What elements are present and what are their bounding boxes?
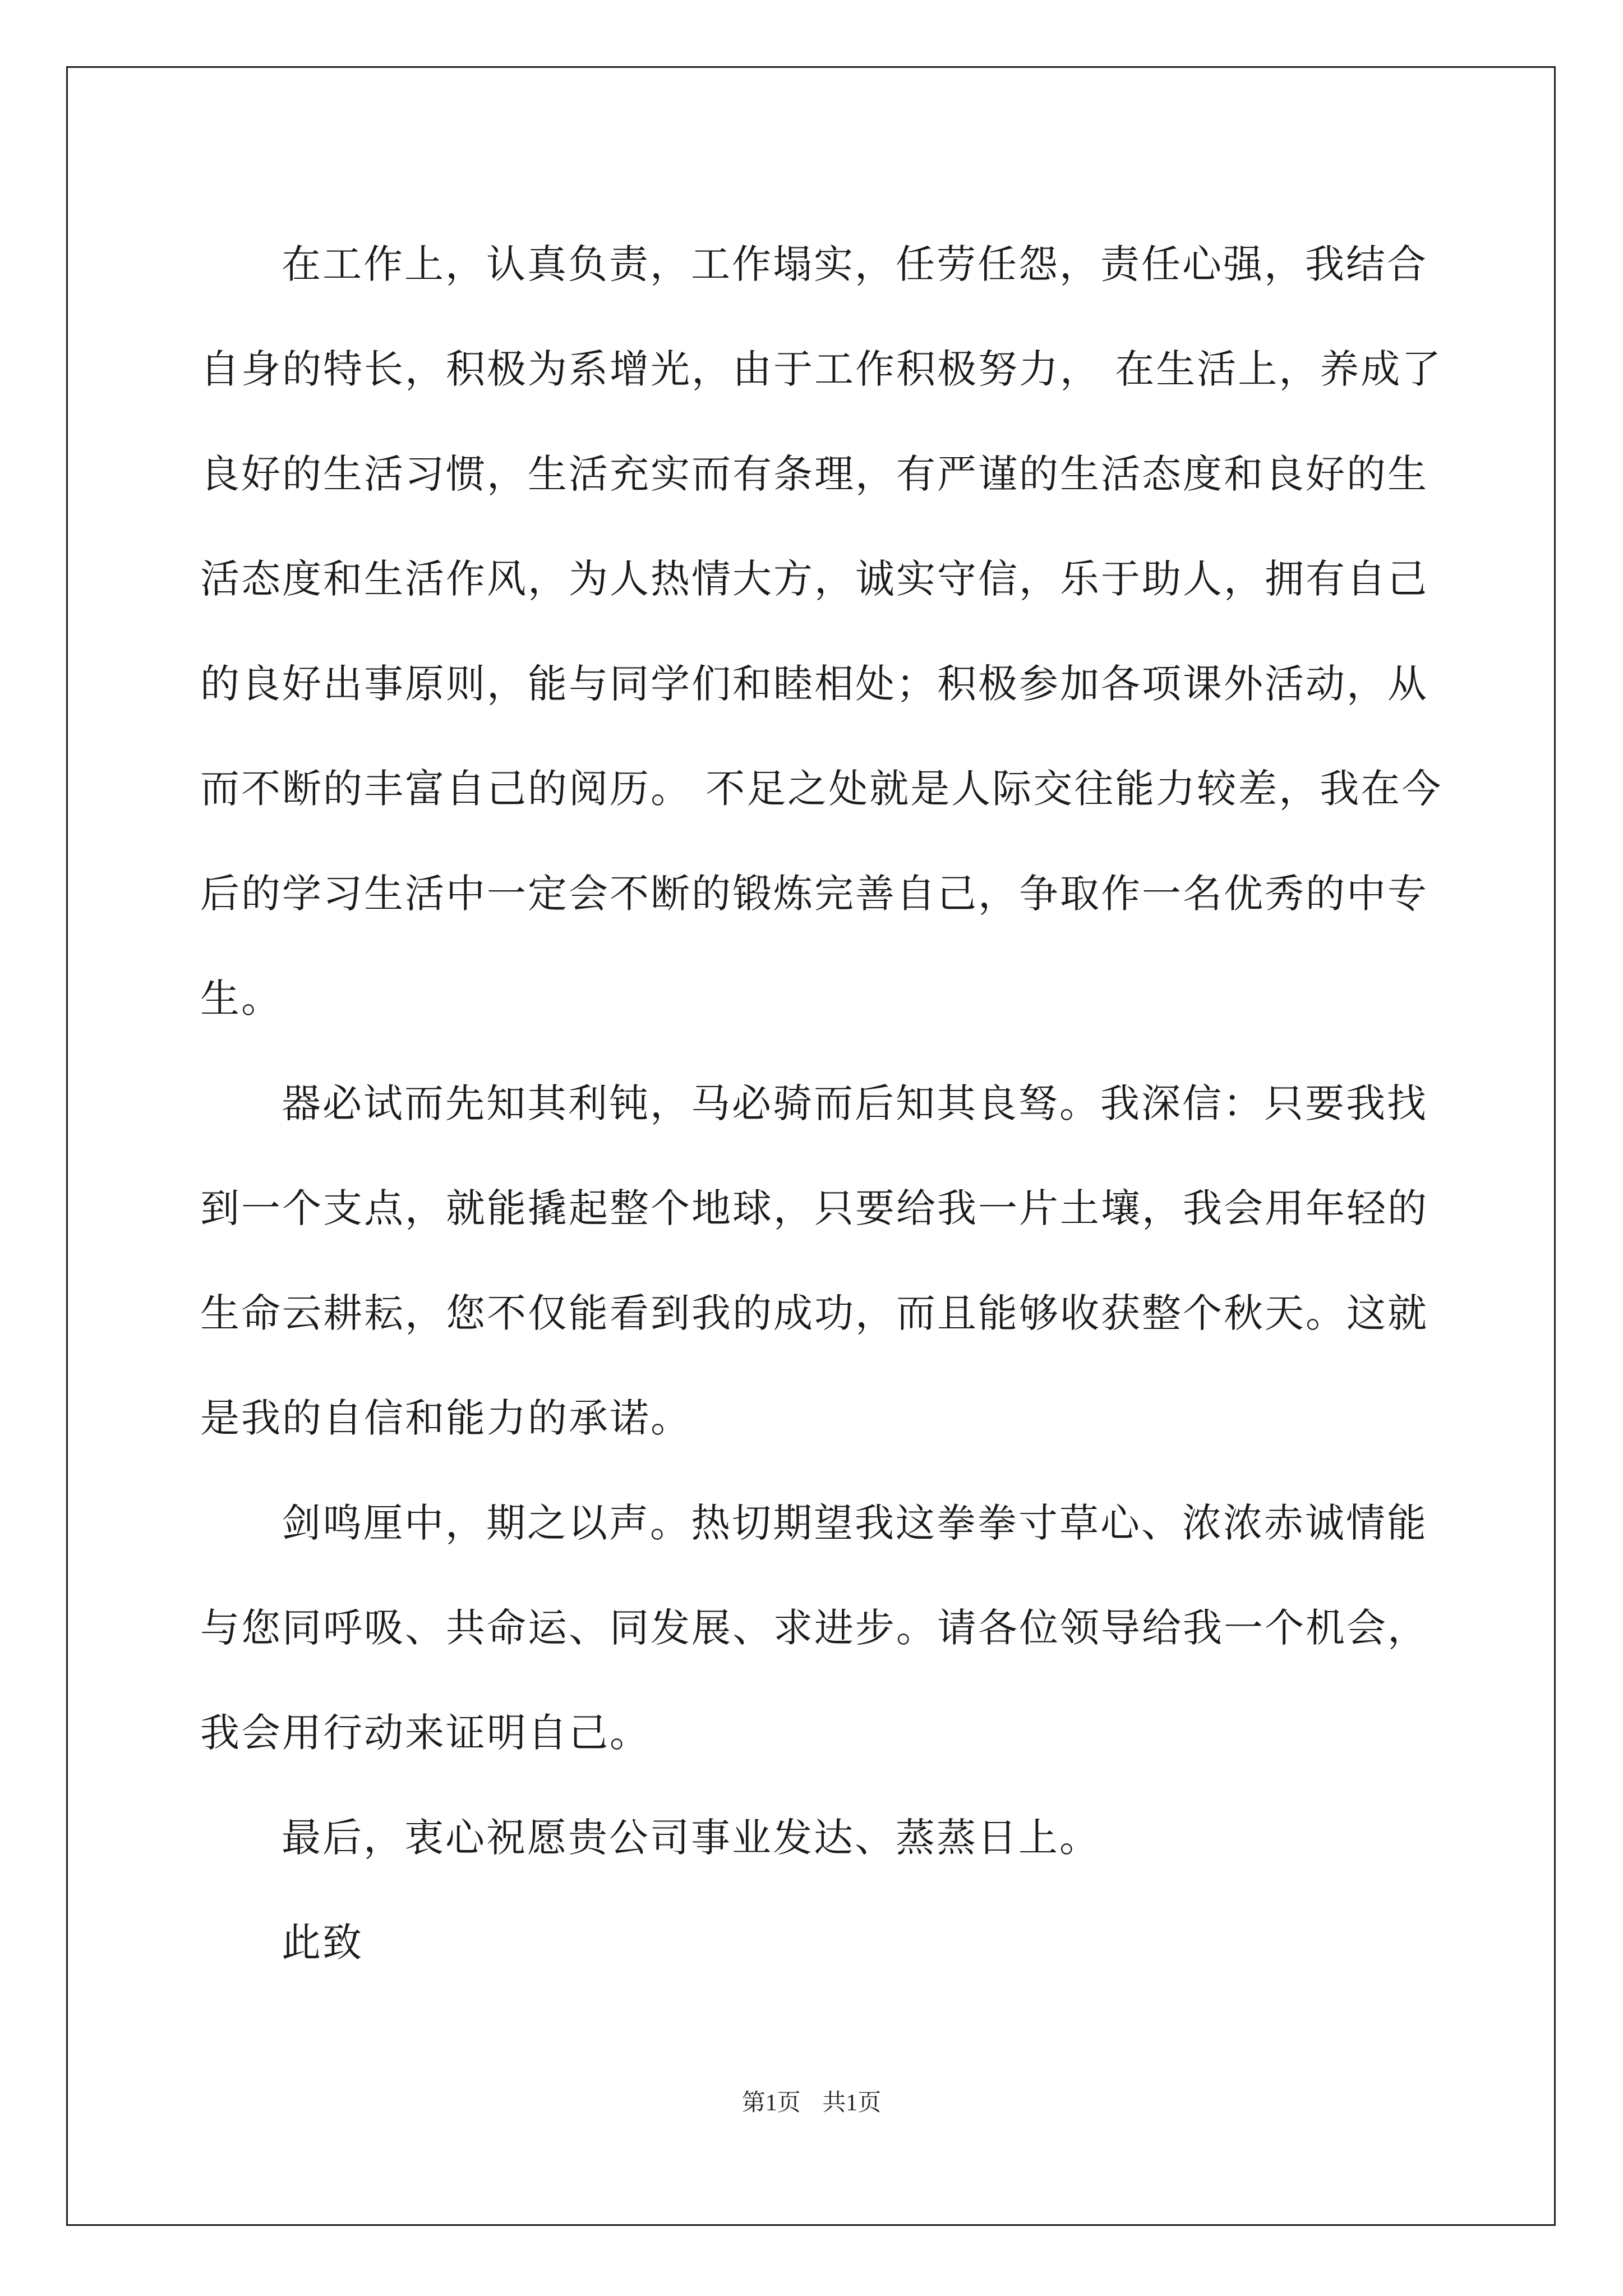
- text-line: 在工作上，认真负责，工作塌实，任劳任怨，责任心强，我结合: [282, 241, 1428, 287]
- text-line: 此致: [282, 1920, 363, 1966]
- text-line: 与您同呼吸、共命运、同发展、求进步。请各位领导给我一个机会，: [200, 1605, 1428, 1651]
- text-line: 剑鸣厘中，期之以声。热切期望我这拳拳寸草心、浓浓赤诚情能: [282, 1500, 1428, 1546]
- text-line: 活态度和生活作风，为人热情大方，诚实守信，乐于助人，拥有自己: [200, 556, 1428, 602]
- text-line: 自身的特长，积极为系增光，由于工作积极努力， 在生活上，养成了: [200, 346, 1443, 392]
- text-line: 器必试而先知其利钝，马必骑而后知其良驽。我深信：只要我找: [282, 1080, 1428, 1126]
- text-line: 是我的自信和能力的承诺。: [200, 1395, 691, 1441]
- text-line: 到一个支点，就能撬起整个地球，只要给我一片土壤，我会用年轻的: [200, 1185, 1428, 1231]
- page-number: 第1页: [741, 2090, 801, 2116]
- text-line: 良好的生活习惯，生活充实而有条理，有严谨的生活态度和良好的生: [200, 451, 1428, 497]
- text-line: 我会用行动来证明自己。: [200, 1710, 651, 1756]
- text-line: 生。: [200, 976, 282, 1022]
- text-line: 后的学习生活中一定会不断的锻炼完善自己，争取作一名优秀的中专: [200, 871, 1428, 917]
- text-line: 而不断的丰富自己的阅历。 不足之处就是人际交往能力较差，我在今: [200, 766, 1443, 812]
- text-line: 最后，衷心祝愿贵公司事业发达、蒸蒸日上。: [282, 1815, 1100, 1861]
- text-line: 的良好出事原则，能与同学们和睦相处；积极参加各项课外活动，从: [200, 661, 1428, 707]
- document-body: [200, 212, 1443, 1995]
- page-footer: [0, 2086, 1623, 2120]
- page-total: 共1页: [822, 2090, 882, 2116]
- text-line: 生命云耕耘，您不仅能看到我的成功，而且能够收获整个秋天。这就: [200, 1290, 1428, 1336]
